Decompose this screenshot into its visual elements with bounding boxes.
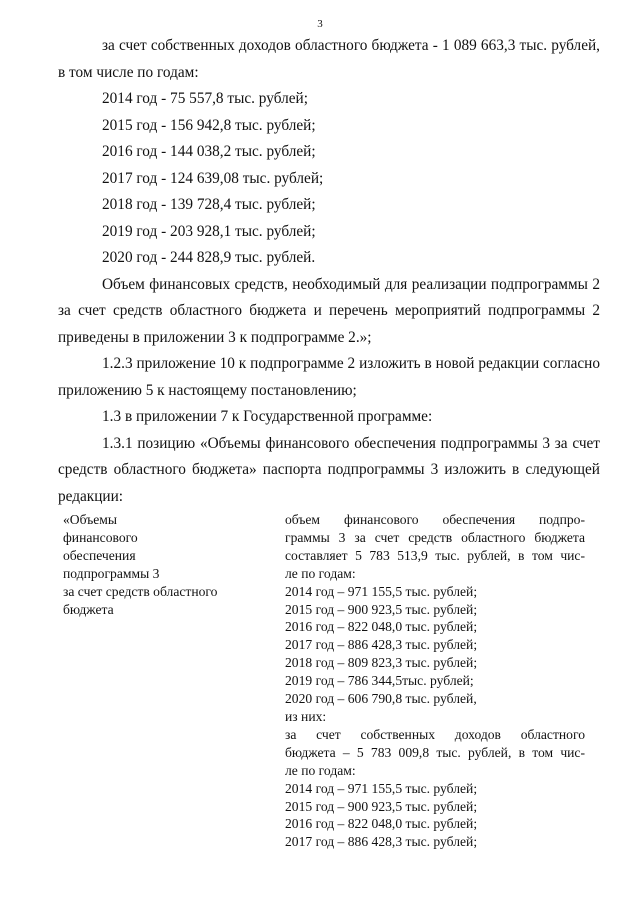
total-year-line: 2016 год – 822 048,0 тыс. рублей;: [285, 619, 478, 635]
left-cell-line: финансового: [63, 529, 138, 545]
right-cell-line: составляет 5 783 513,9 тыс. рублей, в том чис-: [285, 547, 585, 563]
table-left-column: [63, 511, 263, 618]
left-cell-line: «Объемы: [63, 512, 117, 527]
total-year-line: 2019 год – 786 344,5тыс. рублей;: [285, 673, 474, 689]
table-right-column: [285, 511, 585, 851]
left-cell-line: обеспечения: [63, 547, 136, 563]
own-year-line: 2016 год – 822 048,0 тыс. рублей;: [285, 816, 478, 832]
right-cell-line: ле по годам:: [285, 762, 356, 778]
left-cell-line: за счет средств областного: [63, 583, 218, 599]
year-line: 2020 год - 244 828,9 тыс. рублей.: [102, 249, 316, 266]
funding-paragraph: Объем финансовых средств, необходимый для реализации подпрограммы 2 за счет средств областного бюджета и перечень мероприятий подпрограммы 2 приведены в приложении 3 к подпрограмме 2.»;: [58, 275, 600, 346]
left-cell-line: бюджета: [63, 601, 114, 617]
right-cell-line: бюджета – 5 783 009,8 тыс. рублей, в том чис-: [285, 744, 585, 760]
year-line: 2017 год - 124 639,08 тыс. рублей;: [102, 169, 324, 187]
total-year-line: 2014 год – 971 155,5 тыс. рублей;: [285, 583, 478, 599]
intro-paragraph: за счет собственных доходов областного бюджета - 1 089 663,3 тыс. рублей, в том числе по годам:: [58, 37, 600, 81]
own-year-line: 2017 год – 886 428,3 тыс. рублей;: [285, 834, 478, 850]
total-year-line: 2017 год – 886 428,3 тыс. рублей;: [285, 637, 478, 653]
year-line: 2019 год - 203 928,1 тыс. рублей;: [102, 222, 316, 240]
year-list: [58, 86, 600, 272]
page-number: 3: [317, 18, 323, 30]
year-line: 2016 год - 144 038,2 тыс. рублей;: [102, 143, 316, 160]
total-year-line: 2018 год – 809 823,3 тыс. рублей;: [285, 655, 478, 671]
total-year-line: 2015 год – 900 923,5 тыс. рублей;: [285, 601, 478, 617]
year-line: 2014 год - 75 557,8 тыс. рублей;: [102, 90, 308, 107]
clause-1-3-1: 1.3.1 позицию «Объемы финансового обеспечения подпрограммы 3 за счет средств областного бюджета» паспорта подпрограммы 3 изложить в следующей редакции:: [58, 434, 600, 505]
clause-1-3: 1.3 в приложении 7 к Государственной программе:: [102, 408, 433, 425]
year-line: 2015 год - 156 942,8 тыс. рублей;: [102, 116, 316, 134]
clause-1-2-3: 1.2.3 приложение 10 к подпрограмме 2 изложить в новой редакции согласно приложению 5 к настоящему постановлению;: [58, 355, 600, 399]
document-body: [58, 33, 600, 510]
total-year-line: 2020 год – 606 790,8 тыс. рублей,: [285, 691, 477, 707]
own-year-line: 2015 год – 900 923,5 тыс. рублей;: [285, 798, 478, 814]
right-cell-line: объем финансового обеспечения подпро-: [285, 512, 585, 527]
right-cell-line: граммы 3 за счет средств областного бюджета: [285, 529, 585, 545]
right-cell-line: из них:: [285, 708, 327, 724]
own-year-line: 2014 год – 971 155,5 тыс. рублей;: [285, 780, 478, 796]
left-cell-line: подпрограммы 3: [63, 565, 160, 581]
right-cell-line: ле по годам:: [285, 565, 356, 581]
right-cell-line: за счет собственных доходов областного: [285, 726, 585, 742]
year-line: 2018 год - 139 728,4 тыс. рублей;: [102, 196, 316, 213]
